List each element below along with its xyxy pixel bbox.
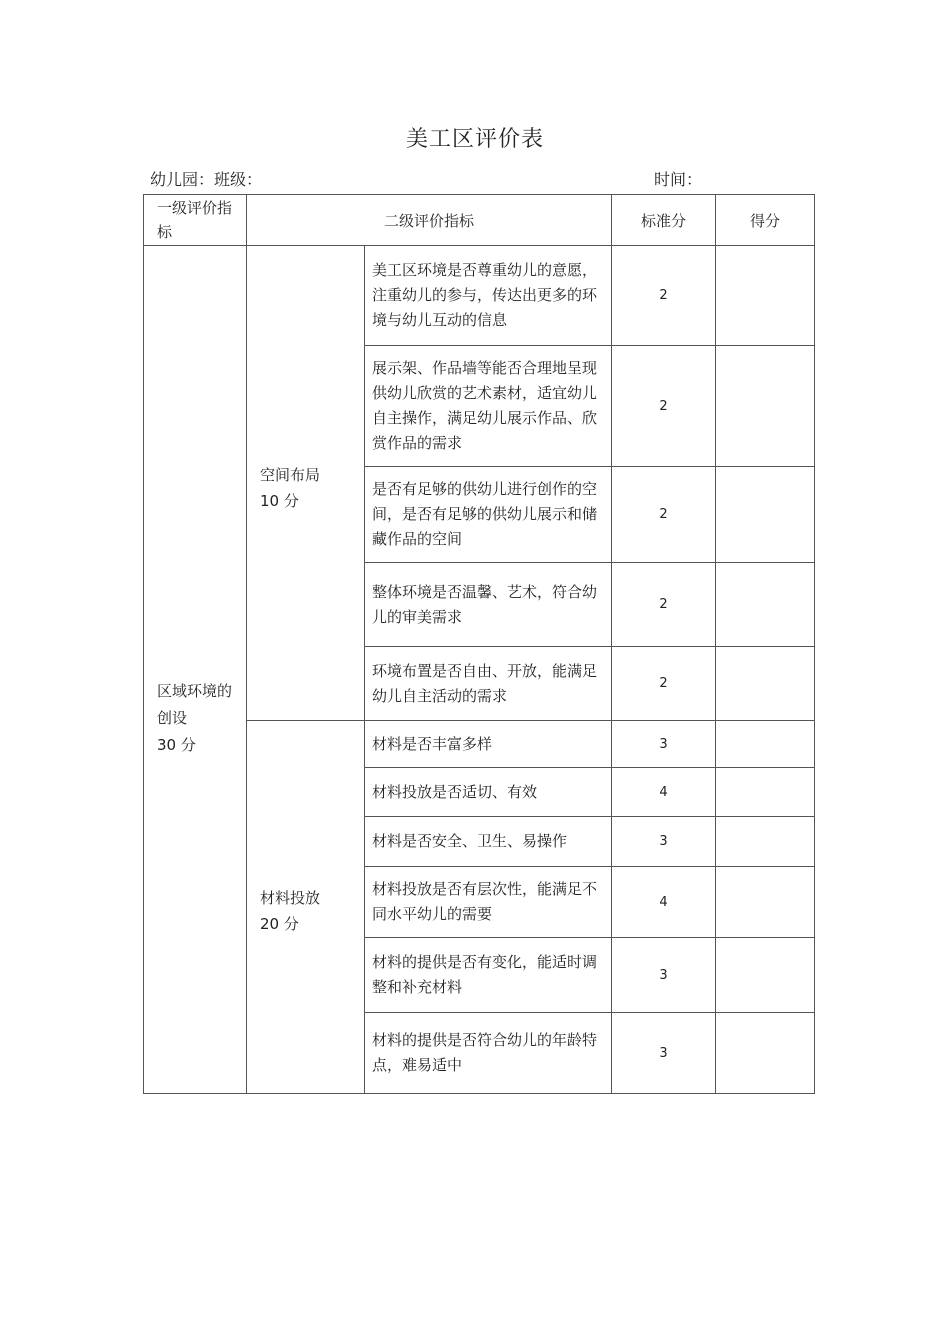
header-level1: 一级评价指标 <box>144 195 247 246</box>
item-text: 展示架、作品墙等能否合理地呈现供幼儿欣赏的艺术素材，适宜幼儿自主操作，满足幼儿展示作品、欣赏作品的需求 <box>365 346 612 467</box>
item-standard: 3 <box>612 938 716 1013</box>
page-title: 美工区评价表 <box>405 127 544 152</box>
item-score[interactable] <box>716 721 815 768</box>
table-header-row <box>144 195 815 246</box>
item-score[interactable] <box>716 938 815 1013</box>
group-name: 空间布局 <box>260 466 321 484</box>
item-text: 材料投放是否适切、有效 <box>365 768 612 817</box>
item-score[interactable] <box>716 246 815 346</box>
item-text: 材料投放是否有层次性，能满足不同水平幼儿的需要 <box>365 867 612 938</box>
item-text: 材料的提供是否符合幼儿的年龄特点，难易适中 <box>365 1013 612 1094</box>
item-score[interactable] <box>716 768 815 817</box>
item-score[interactable] <box>716 346 815 467</box>
item-score[interactable] <box>716 647 815 721</box>
item-standard: 2 <box>612 467 716 563</box>
item-text: 材料的提供是否有变化，能适时调整和补充材料 <box>365 938 612 1013</box>
level1-name: 区域环境的创设 <box>157 682 233 727</box>
item-text: 环境布置是否自由、开放，能满足幼儿自主活动的需求 <box>365 647 612 721</box>
item-score[interactable] <box>716 563 815 647</box>
item-text: 材料是否安全、卫生、易操作 <box>365 817 612 867</box>
level1-cell <box>144 246 247 1094</box>
header-standard: 标准分 <box>612 195 716 246</box>
level1-points: 30 分 <box>157 736 196 754</box>
table-row <box>144 246 815 346</box>
item-text: 是否有足够的供幼儿进行创作的空间，是否有足够的供幼儿展示和储藏作品的空间 <box>365 467 612 563</box>
item-score[interactable] <box>716 467 815 563</box>
item-text: 整体环境是否温馨、艺术，符合幼儿的审美需求 <box>365 563 612 647</box>
item-score[interactable] <box>716 817 815 867</box>
kindergarten-class-label: 幼儿园：班级： <box>150 170 263 189</box>
group-points: 20 分 <box>260 915 299 933</box>
evaluation-table <box>143 194 815 1094</box>
item-standard: 2 <box>612 246 716 346</box>
header-level2: 二级评价指标 <box>247 195 612 246</box>
item-standard: 2 <box>612 563 716 647</box>
item-standard: 4 <box>612 867 716 938</box>
item-score[interactable] <box>716 867 815 938</box>
group-cell-materials <box>247 721 365 1094</box>
item-text: 材料是否丰富多样 <box>365 721 612 768</box>
group-name: 材料投放 <box>260 889 321 907</box>
item-score[interactable] <box>716 1013 815 1094</box>
item-standard: 4 <box>612 768 716 817</box>
item-standard: 3 <box>612 817 716 867</box>
item-standard: 2 <box>612 346 716 467</box>
item-standard: 3 <box>612 721 716 768</box>
group-points: 10 分 <box>260 492 299 510</box>
group-cell-space-layout <box>247 246 365 721</box>
time-label: 时间： <box>654 170 703 189</box>
header-score: 得分 <box>716 195 815 246</box>
item-standard: 2 <box>612 647 716 721</box>
item-text: 美工区环境是否尊重幼儿的意愿，注重幼儿的参与，传达出更多的环境与幼儿互动的信息 <box>365 246 612 346</box>
item-standard: 3 <box>612 1013 716 1094</box>
